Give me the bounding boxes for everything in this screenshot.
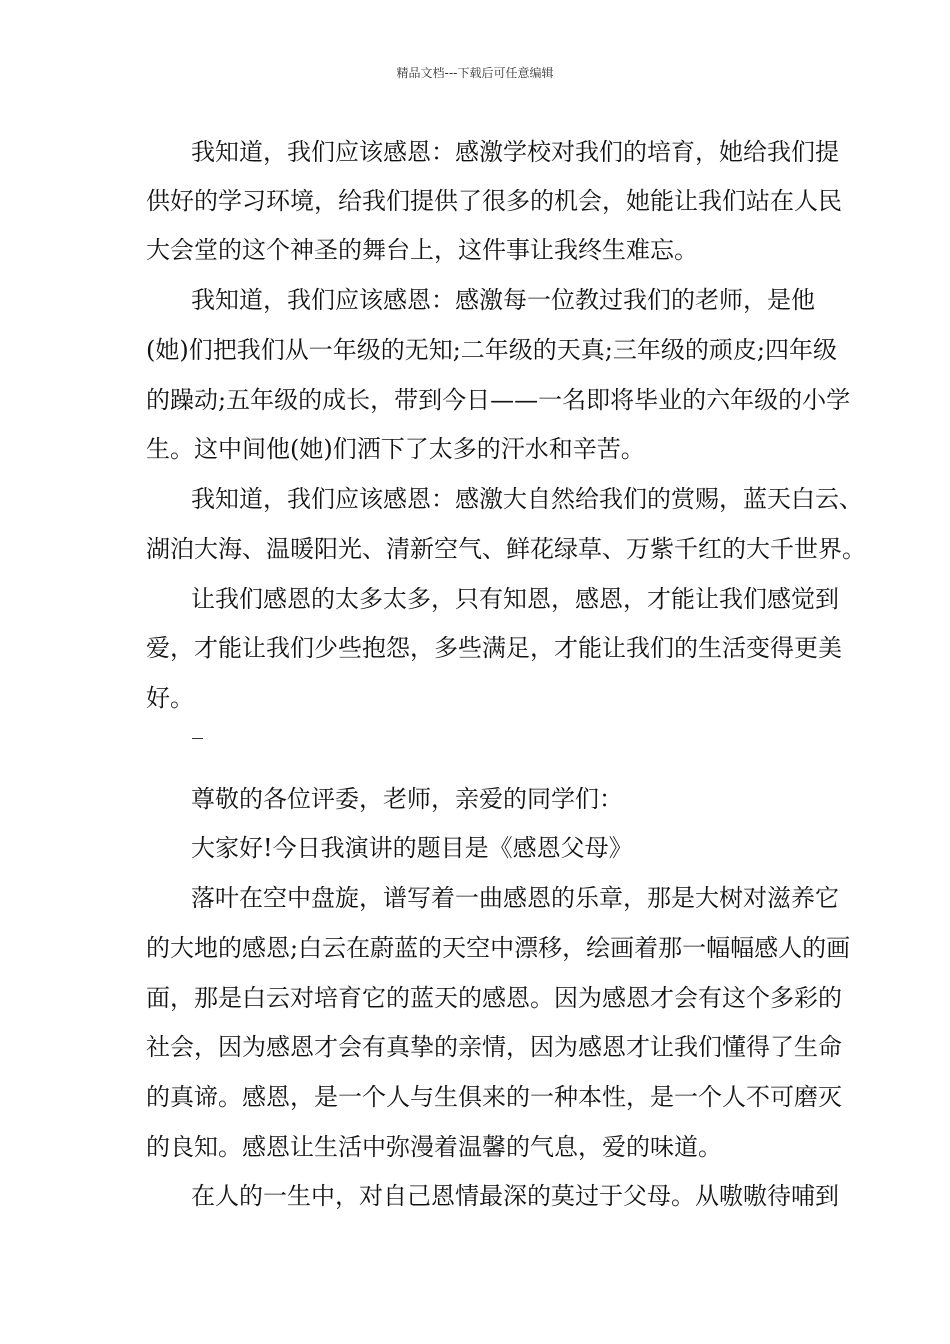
paragraph-line: 落叶在空中盘旋，谱写着一曲感恩的乐章，那是大树对滋养它 (191, 884, 839, 912)
paragraph-line: 生。这中间他(她)们洒下了太多的汗水和辛苦。 (146, 435, 645, 463)
paragraph-line: 的真谛。感恩，是一个人与生俱来的一种本性，是一个人不可磨灭 (146, 1083, 842, 1111)
paragraph-line: 让我们感恩的太多太多，只有知恩，感恩，才能让我们感觉到 (191, 585, 839, 613)
paragraph-line: 我知道，我们应该感恩：感激大自然给我们的赏赐，蓝天白云、 (191, 485, 863, 513)
paragraph-line: 供好的学习环境，给我们提供了很多的机会，她能让我们站在人民 (146, 187, 842, 215)
paragraph-line: 爱，才能让我们少些抱怨，多些满足，才能让我们的生活变得更美 (146, 634, 842, 662)
paragraph-line: 我知道，我们应该感恩：感激学校对我们的培育，她给我们提 (191, 138, 839, 166)
paragraph-line: (她)们把我们从一年级的无知;二年级的天真;三年级的顽皮;四年级 (146, 336, 837, 364)
title-intro-line: 大家好!今日我演讲的题目是《感恩父母》 (191, 834, 633, 862)
paragraph-line: 我知道，我们应该感恩：感激每一位教过我们的老师，是他 (191, 286, 815, 314)
paragraph-line: 的大地的感恩;白云在蔚蓝的天空中漂移，绘画着那一幅幅感人的画 (146, 934, 851, 962)
section-separator (192, 738, 203, 739)
paragraph-line: 的躁动;五年级的成长，带到今日——一名即将毕业的六年级的小学 (146, 386, 851, 414)
greeting-line: 尊敬的各位评委，老师，亲爱的同学们： (191, 785, 623, 813)
paragraph-line: 的良知。感恩让生活中弥漫着温馨的气息，爱的味道。 (146, 1133, 722, 1161)
paragraph-line: 湖泊大海、温暖阳光、清新空气、鲜花绿草、万紫千红的大千世界。 (146, 535, 866, 563)
paragraph-line: 好。 (146, 684, 194, 712)
paragraph-line: 面，那是白云对培育它的蓝天的感恩。因为感恩才会有这个多彩的 (146, 984, 842, 1012)
paragraph-line: 在人的一生中，对自己恩情最深的莫过于父母。从嗷嗷待哺到 (191, 1182, 839, 1210)
paragraph-line: 大会堂的这个神圣的舞台上，这件事让我终生难忘。 (146, 236, 698, 264)
paragraph-line: 社会，因为感恩才会有真挚的亲情，因为感恩才让我们懂得了生命 (146, 1033, 842, 1061)
page-header: 精品文档---下载后可任意编辑 (396, 66, 554, 80)
